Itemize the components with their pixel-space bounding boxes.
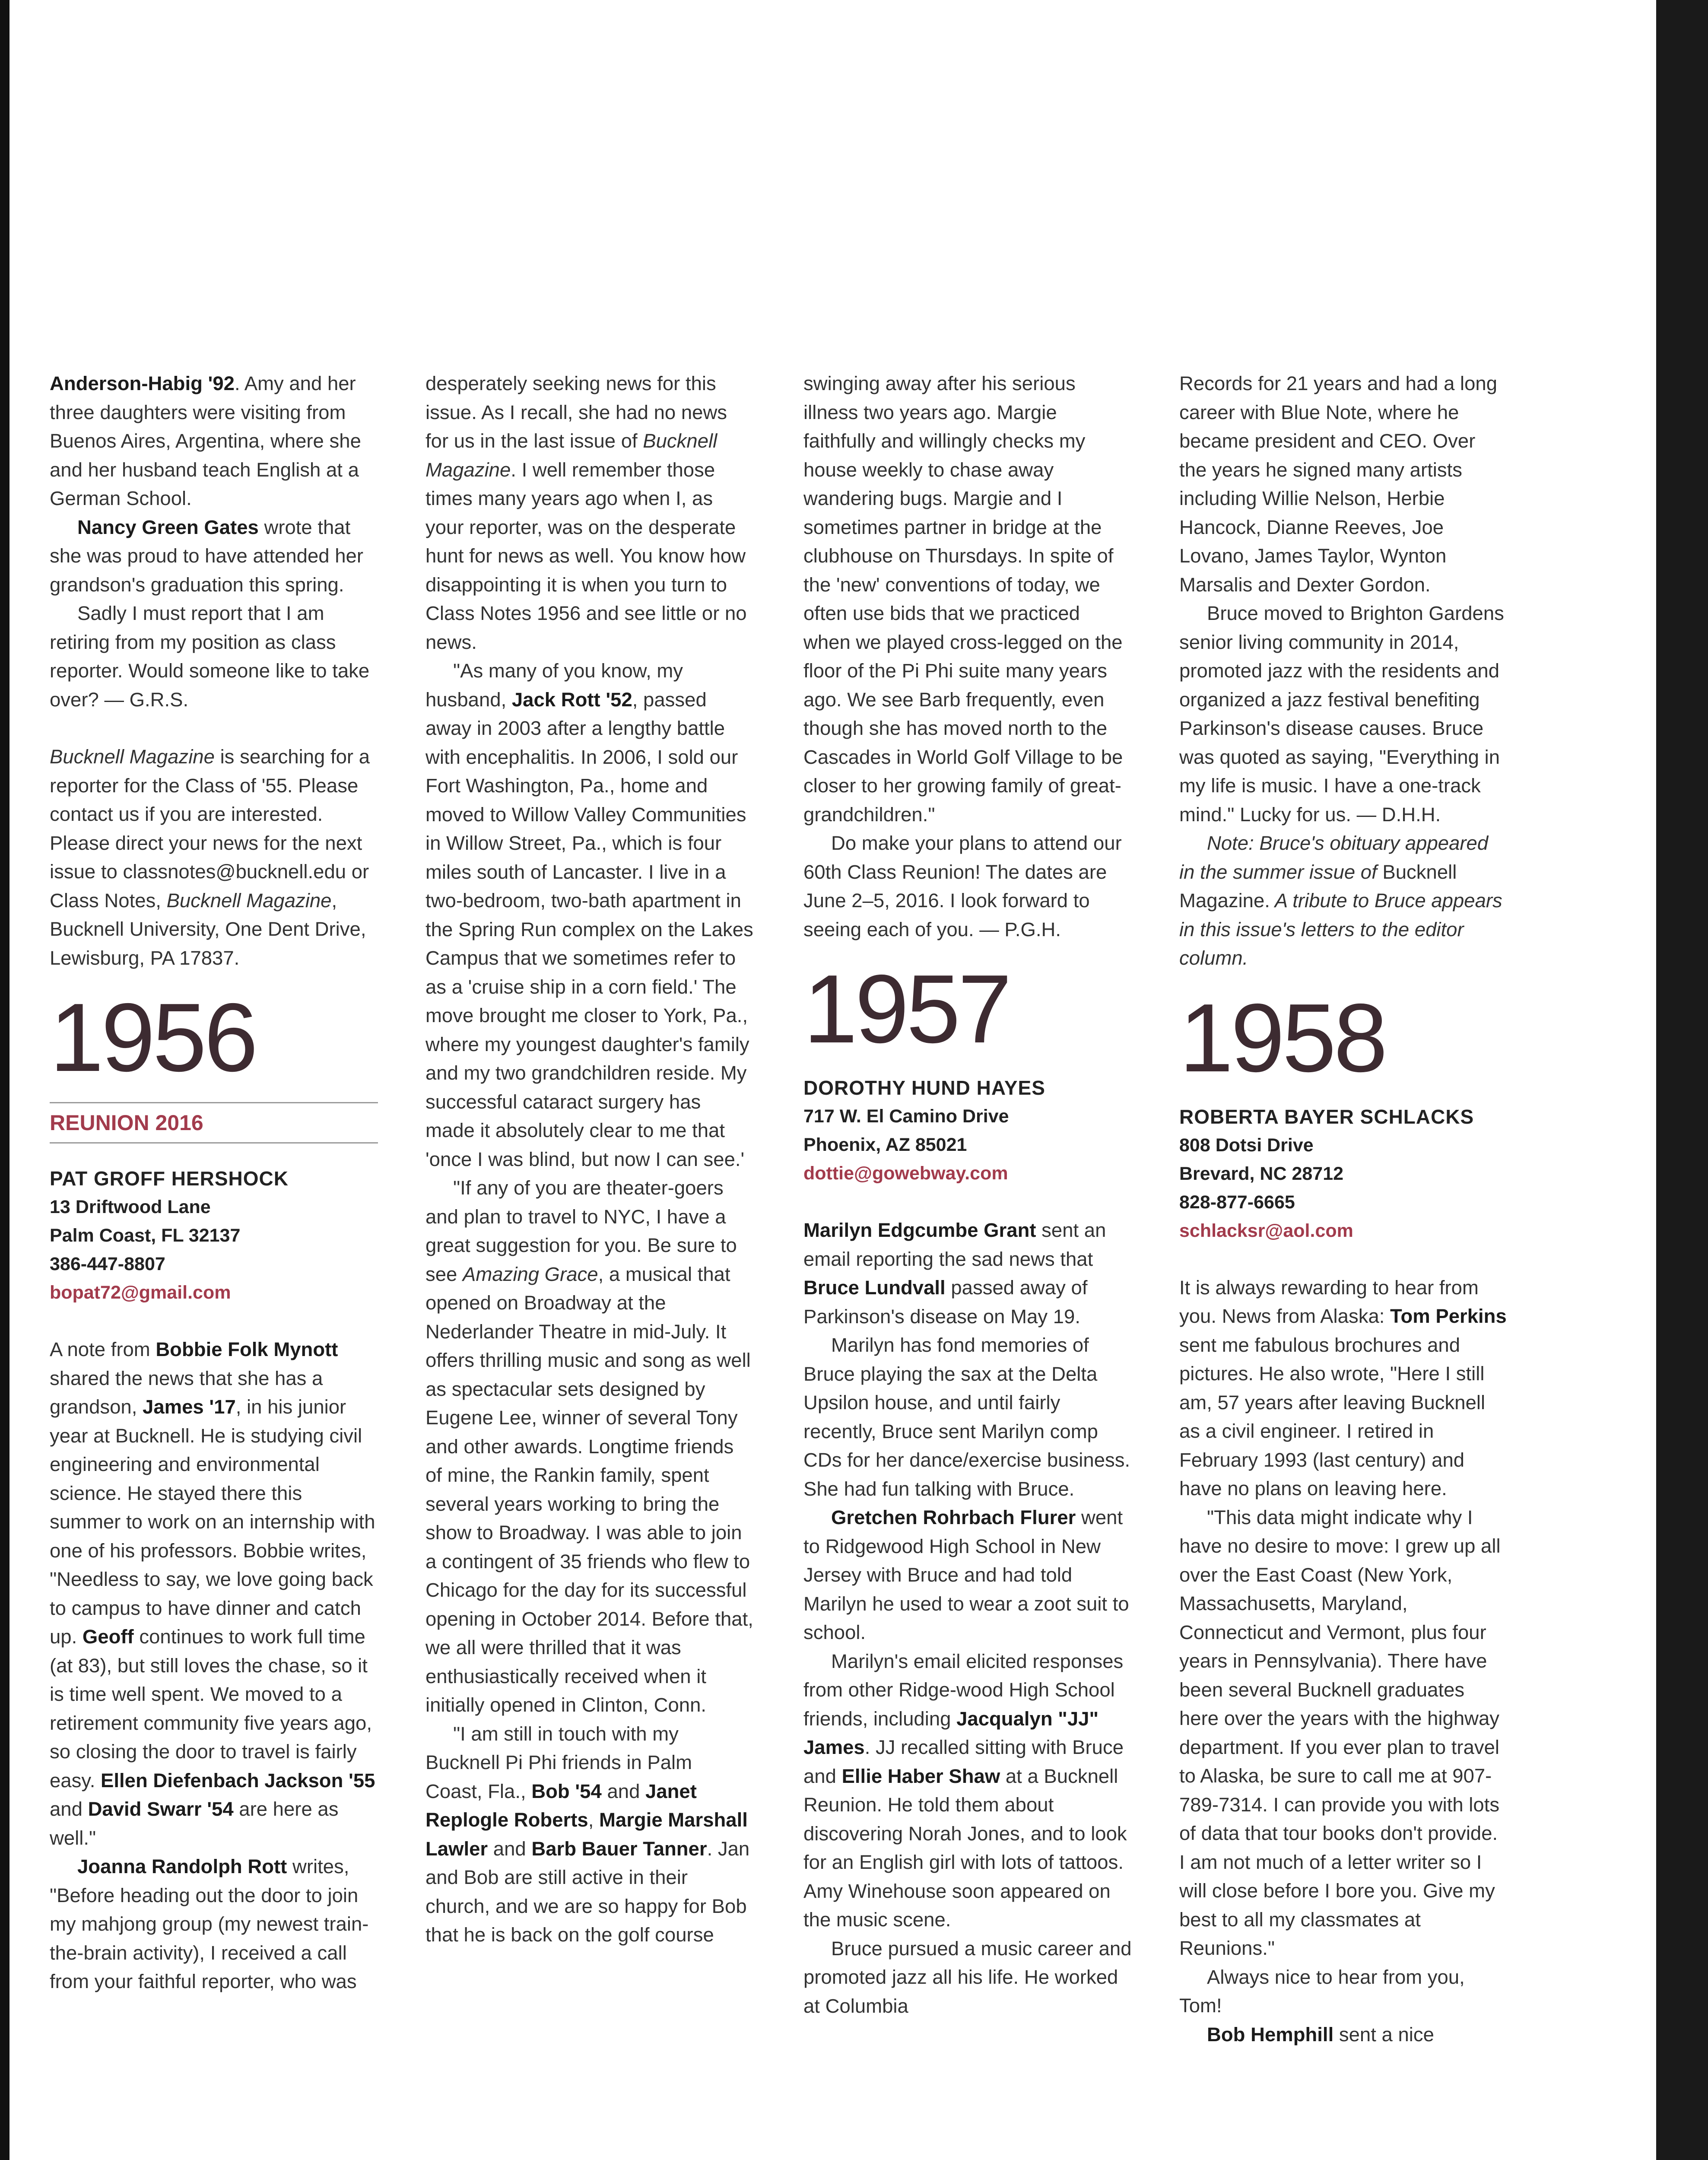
reporter-address: 717 W. El Camino Drive bbox=[803, 1106, 1009, 1127]
reporter-contact bbox=[50, 1164, 378, 1307]
paragraph: "As many of you know, my husband, Jack Rott '52, passed away in 2003 after a lengthy battle with encephalitis. In 2006, I sold our Fort Washington, Pa., home and moved to Willow Valley Communities in Willow Street, Pa., which is four miles south of Lancaster. I live in a two-bedroom, two-bath apartment in the Spring Run complex on the Lakes Campus that we sometimes refer to as a 'cruise ship in a corn field.' The move brought me closer to York, Pa., where my youngest daughter's family and my two grandchildren reside. My successful cataract surgery has made it absolutely clear to me that 'once I was blind, but now I can see.' bbox=[425, 660, 753, 1170]
reporter-contact bbox=[803, 1074, 1132, 1188]
paragraph: Always nice to hear from you, Tom! bbox=[1179, 1966, 1465, 2017]
paragraph: Bruce moved to Brighton Gardens senior living community in 2014, promoted jazz with the residents and organized a jazz festival benefiting Parkinson's disease causes. Bruce was quoted as saying, "Everything in my life is music. I have a one-track mind." Lucky for us. — D.H.H. bbox=[1179, 602, 1504, 826]
reporter-name: PAT GROFF HERSHOCK bbox=[50, 1167, 289, 1190]
paragraph: "If any of you are theater-goers and plan to travel to NYC, I have a great suggestion for you. Be sure to see Amazing Grace, a musical that opened on Broadway at the Nederlander Theatre in mid-July. It offers thrilling music and song as well as spectacular sets designed by Eugene Lee, winner of several Tony and other awards. Longtime friends of mine, the Rankin family, spent several years working to bring the show to Broadway. I was able to join a contingent of 35 friends who flew to Chicago for the day for its successful opening in October 2014. Before that, we all were thrilled that it was enthusiastically received when it initially opened in Clinton, Conn. bbox=[425, 1177, 753, 1716]
reporter-address: 13 Driftwood Lane bbox=[50, 1197, 211, 1217]
paragraph: "This data might indicate why I have no desire to move: I grew up all over the East Coast (New York, Massachusetts, Maryland, Connecticut and Vermont, plus four years in Pennsylvania). There have been several Bucknell graduates here over the years with the highway department. If you ever plan to travel to Alaska, be sure to call me at 907-789-7314. I can provide you with lots of data that tour books don't provide. I am not much of a letter writer so I will close before I bore you. Give my best to all my classmates at Reunions." bbox=[1179, 1506, 1501, 1959]
paragraph: Anderson-Habig '92. Amy and her three daughters were visiting from Buenos Aires, Argentina, where she and her husband teach English at a German School. bbox=[50, 372, 361, 509]
paragraph: Sadly I must report that I am retiring from my position as class reporter. Would someone like to take over? — G.R.S. bbox=[50, 602, 370, 711]
reporter-email[interactable]: bopat72@gmail.com bbox=[50, 1282, 231, 1303]
reunion-label: REUNION 2016 bbox=[50, 1102, 378, 1144]
editor-note: Note: Bruce's obituary appeared in the summer issue of Bucknell Magazine. A tribute to Bruce appears in this issue's letters to the editor column. bbox=[1179, 832, 1502, 969]
paragraph: A note from Bobbie Folk Mynott shared the news that she has a grandson, James '17, in his junior year at Bucknell. He is studying civil engineering and environmental science. He stayed there this summer to work on an internship with one of his professors. Bobbie writes, "Needless to say, we love going back to campus to have dinner and catch up. Geoff continues to work full time (at 83), but still loves the chase, so it is time well spent. We moved to a retirement community five years ago, so closing the door to travel is fairly easy. Ellen Diefenbach Jackson '55 and David Swarr '54 are here as well." bbox=[50, 1338, 375, 1849]
bleed-through-shadow bbox=[1002, 199, 1499, 233]
column-3 bbox=[803, 369, 1132, 2020]
paragraph: Marilyn Edgcumbe Grant sent an email reporting the sad news that Bruce Lundvall passed away of Parkinson's disease on May 19. bbox=[803, 1219, 1106, 1328]
column-1 bbox=[50, 369, 378, 1996]
paragraph: Joanna Randolph Rott writes, "Before heading out the door to join my mahjong group (my newest train-the-brain activity), I received a call from your faithful reporter, who was bbox=[50, 1855, 369, 1992]
reporter-city: Phoenix, AZ 85021 bbox=[803, 1134, 967, 1155]
left-page-edge bbox=[0, 0, 10, 2160]
paragraph: Marilyn's email elicited responses from other Ridge-wood High School friends, including Jacqualyn "JJ" James. JJ recalled sitting with Bruce and Ellie Haber Shaw at a Bucknell Reunion. He told them about discovering Norah Jones, and to look for an English girl with lots of tattoos. Amy Winehouse soon appeared on the music scene. bbox=[803, 1650, 1127, 1931]
class-year-heading: 1957 bbox=[803, 954, 1010, 1063]
column-2 bbox=[425, 369, 754, 1950]
reporter-city: Palm Coast, FL 32137 bbox=[50, 1225, 241, 1246]
paragraph: Do make your plans to attend our 60th Class Reunion! The dates are June 2–5, 2016. I look forward to seeing each of you. — P.G.H. bbox=[803, 832, 1122, 940]
paragraph: Records for 21 years and had a long career with Blue Note, where he became president and CEO. Over the years he signed many artists including Willie Nelson, Herbie Hancock, Dianne Reeves, Joe Lovano, James Taylor, Wynton Marsalis and Dexter Gordon. bbox=[1179, 372, 1498, 596]
column-4 bbox=[1179, 369, 1508, 2049]
class-year-heading: 1956 bbox=[50, 983, 256, 1092]
paragraph: swinging away after his serious illness two years ago. Margie faithfully and willingly checks my house weekly to chase away wandering bugs. Margie and I sometimes partner in bridge at the clubhouse on Thursdays. In spite of the 'new' conventions of today, we often use bids that we practiced when we played cross-legged on the floor of the Pi Phi suite many years ago. We see Barb frequently, even though she has moved north to the Cascades in World Golf Village to be closer to her growing family of great-grandchildren." bbox=[803, 372, 1123, 826]
reporter-email[interactable]: dottie@gowebway.com bbox=[803, 1163, 1008, 1184]
reporter-phone: 828-877-6665 bbox=[1179, 1191, 1295, 1213]
paragraph: Bruce pursued a music career and promoted jazz all his life. He worked at Columbia bbox=[803, 1937, 1132, 2017]
paragraph: "I am still in touch with my Bucknell Pi Phi friends in Palm Coast, Fla., Bob '54 and Janet Replogle Roberts, Margie Marshall Lawler and Barb Bauer Tanner. Jan and Bob are still active in their church, and we are so happy for Bob that he is back on the golf course bbox=[425, 1722, 750, 1946]
paragraph: Marilyn has fond memories of Bruce playing the sax at the Delta Upsilon house, and until fairly recently, Bruce sent Marilyn comp CDs for her dance/exercise business. She had fun talking with Bruce. bbox=[803, 1334, 1130, 1500]
reporter-contact bbox=[1179, 1102, 1508, 1245]
paragraph: Nancy Green Gates wrote that she was proud to have attended her grandson's graduation this spring. bbox=[50, 516, 363, 596]
reporter-email[interactable]: schlacksr@aol.com bbox=[1179, 1220, 1353, 1241]
editor-note: Bucknell Magazine is searching for a reporter for the Class of '55. Please contact us if you are interested. Please direct your news for the next issue to classnotes@bucknell.edu or Class Notes, Bucknell Magazine, Bucknell University, One Dent Drive, Lewisburg, PA 17837. bbox=[50, 746, 370, 969]
reporter-name: ROBERTA BAYER SCHLACKS bbox=[1179, 1105, 1474, 1128]
class-year-heading: 1958 bbox=[1179, 983, 1385, 1092]
paragraph: It is always rewarding to hear from you. News from Alaska: Tom Perkins sent me fabulous brochures and pictures. He also wrote, "Here I still am, 57 years after leaving Bucknell as a civil engineer. I retired in February 1993 (last century) and have no plans on leaving here. bbox=[1179, 1276, 1507, 1499]
paragraph: Bob Hemphill sent a nice bbox=[1207, 2023, 1434, 2046]
reporter-address: 808 Dotsi Drive bbox=[1179, 1134, 1314, 1156]
paragraph: desperately seeking news for this issue. As I recall, she had no news for us in the last issue of Bucknell Magazine. I well remember those times many years ago when I, as your reporter, was on the desperate hunt for news as well. You know how disappointing it is when you turn to Class Notes 1956 and see little or no news. bbox=[425, 372, 747, 653]
reporter-city: Brevard, NC 28712 bbox=[1179, 1163, 1344, 1184]
right-page-edge bbox=[1656, 0, 1708, 2160]
reporter-name: DOROTHY HUND HAYES bbox=[803, 1077, 1045, 1099]
paragraph: Gretchen Rohrbach Flurer went to Ridgewood High School in New Jersey with Bruce and had told Marilyn he used to wear a zoot suit to school. bbox=[803, 1506, 1129, 1643]
reporter-phone: 386-447-8807 bbox=[50, 1254, 165, 1274]
